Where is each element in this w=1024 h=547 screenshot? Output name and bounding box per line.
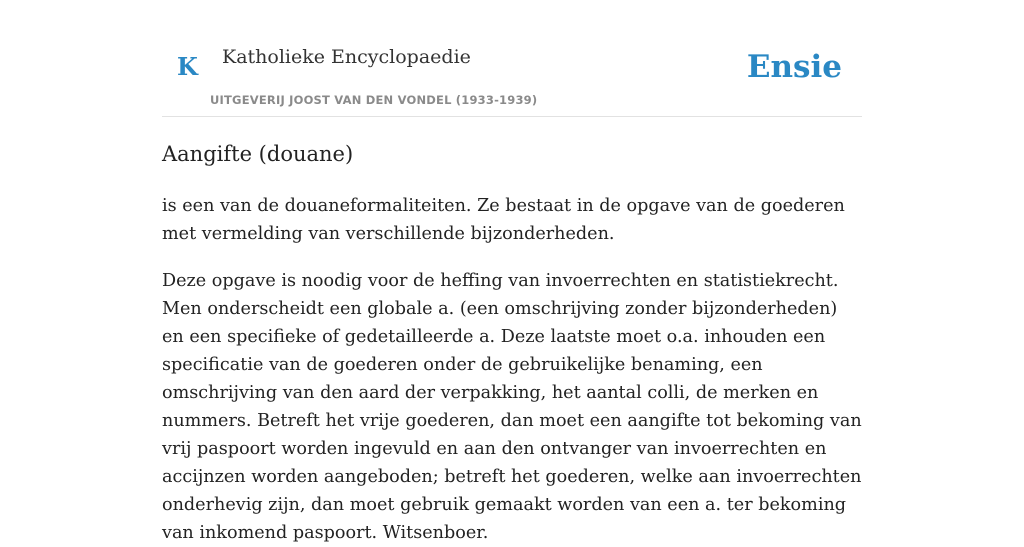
article-paragraph: is een van de douaneformaliteiten. Ze bestaat in de opgave van de goederen met vermelding van verschillende bijzonderheden. xyxy=(162,196,845,244)
ensie-logo-link[interactable]: Ensie xyxy=(746,49,842,85)
site-header xyxy=(162,0,862,117)
article-title: Aangifte (douane) xyxy=(162,142,354,166)
encyclopedia-title-link[interactable]: Katholieke Encyclopaedie xyxy=(222,46,471,68)
article-paragraph: Deze opgave is noodig voor de heffing van invoerrechten en statistiekrecht. Men onderscheidt een globale a. (een omschrijving zonder bijzonderheden) en een specifieke of gedetailleerde a. Deze laatste moet o.a. inhouden een specificatie van de goederen onder de gebruikelijke benaming, een omschrijving van den aard der verpakking, het aantal colli, de merken en nummers. Betreft het vrije goederen, dan moet een aangifte tot bekoming van vrij paspoort worden ingevuld en aan den ontvanger van invoerrechten en accijnzen worden aangeboden; betreft het goederen, welke aan invoerrechten onderhevig zijn, dan moet gebruik gemaakt worden van een a. ter bekoming van inkomend paspoort. Witsenboer. xyxy=(162,271,862,543)
publisher-label: UITGEVERIJ JOOST VAN DEN VONDEL (1933-1939) xyxy=(210,93,538,107)
article xyxy=(162,140,862,547)
encyclopedia-logo[interactable]: K xyxy=(177,52,198,81)
